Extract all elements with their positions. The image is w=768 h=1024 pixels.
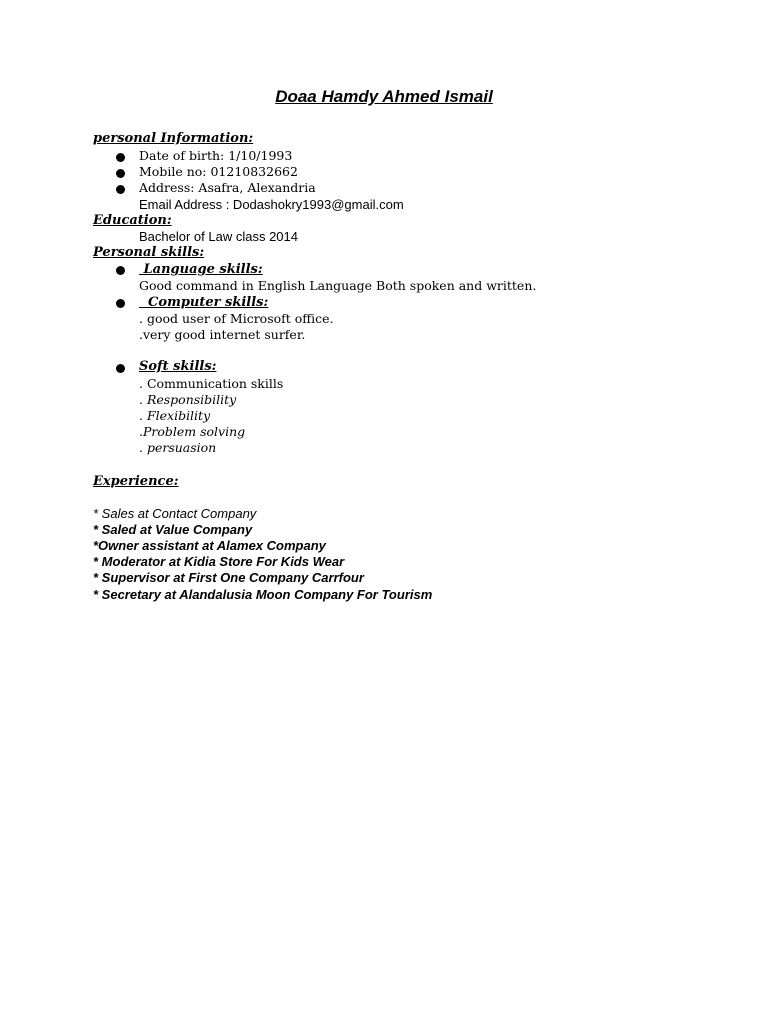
education-heading: Education:: [93, 213, 172, 228]
bullet-icon: [116, 153, 125, 162]
address-text: Address: Asafra, Alexandria: [139, 180, 316, 195]
computer-skill-item: . good user of Microsoft office.: [139, 311, 334, 326]
resume-title: Doaa Hamdy Ahmed Ismail: [275, 87, 493, 106]
bullet-icon: [116, 185, 125, 194]
dob-text: Date of birth: 1/10/1993: [139, 148, 293, 163]
soft-skill-item: . Responsibility: [139, 392, 237, 407]
soft-skill-item: . Communication skills: [139, 376, 284, 391]
soft-skill-item: . persuasion: [139, 440, 217, 455]
experience-item: * Moderator at Kidia Store For Kids Wear: [93, 554, 345, 569]
computer-skills-heading: Computer skills:: [139, 295, 269, 310]
computer-skill-item: .very good internet surfer.: [139, 327, 306, 342]
language-skills-text: Good command in English Language Both spoken and written.: [139, 278, 537, 293]
bullet-icon: [116, 364, 125, 373]
soft-skills-heading: Soft skills:: [139, 359, 217, 374]
personal-info-heading: personal Information:: [93, 131, 254, 146]
soft-skill-item: . Flexibility: [139, 408, 211, 423]
email-text: Email Address : Dodashokry1993@gmail.com: [139, 197, 404, 212]
bullet-icon: [116, 299, 125, 308]
experience-item: * Supervisor at First One Company Carrfour: [93, 570, 364, 585]
bullet-icon: [116, 169, 125, 178]
skills-heading: Personal skills:: [93, 245, 205, 260]
experience-item: * Saled at Value Company: [93, 522, 253, 537]
experience-item: *Owner assistant at Alamex Company: [93, 538, 326, 553]
experience-item: * Secretary at Alandalusia Moon Company For Tourism: [93, 587, 433, 602]
mobile-text: Mobile no: 01210832662: [139, 164, 298, 179]
soft-skill-item: .Problem solving: [139, 424, 246, 439]
experience-item: * Sales at Contact Company: [93, 506, 257, 521]
degree-text: Bachelor of Law class 2014: [139, 229, 298, 244]
bullet-icon: [116, 266, 125, 275]
experience-heading: Experience:: [93, 474, 179, 489]
language-skills-heading: Language skills:: [139, 262, 263, 277]
